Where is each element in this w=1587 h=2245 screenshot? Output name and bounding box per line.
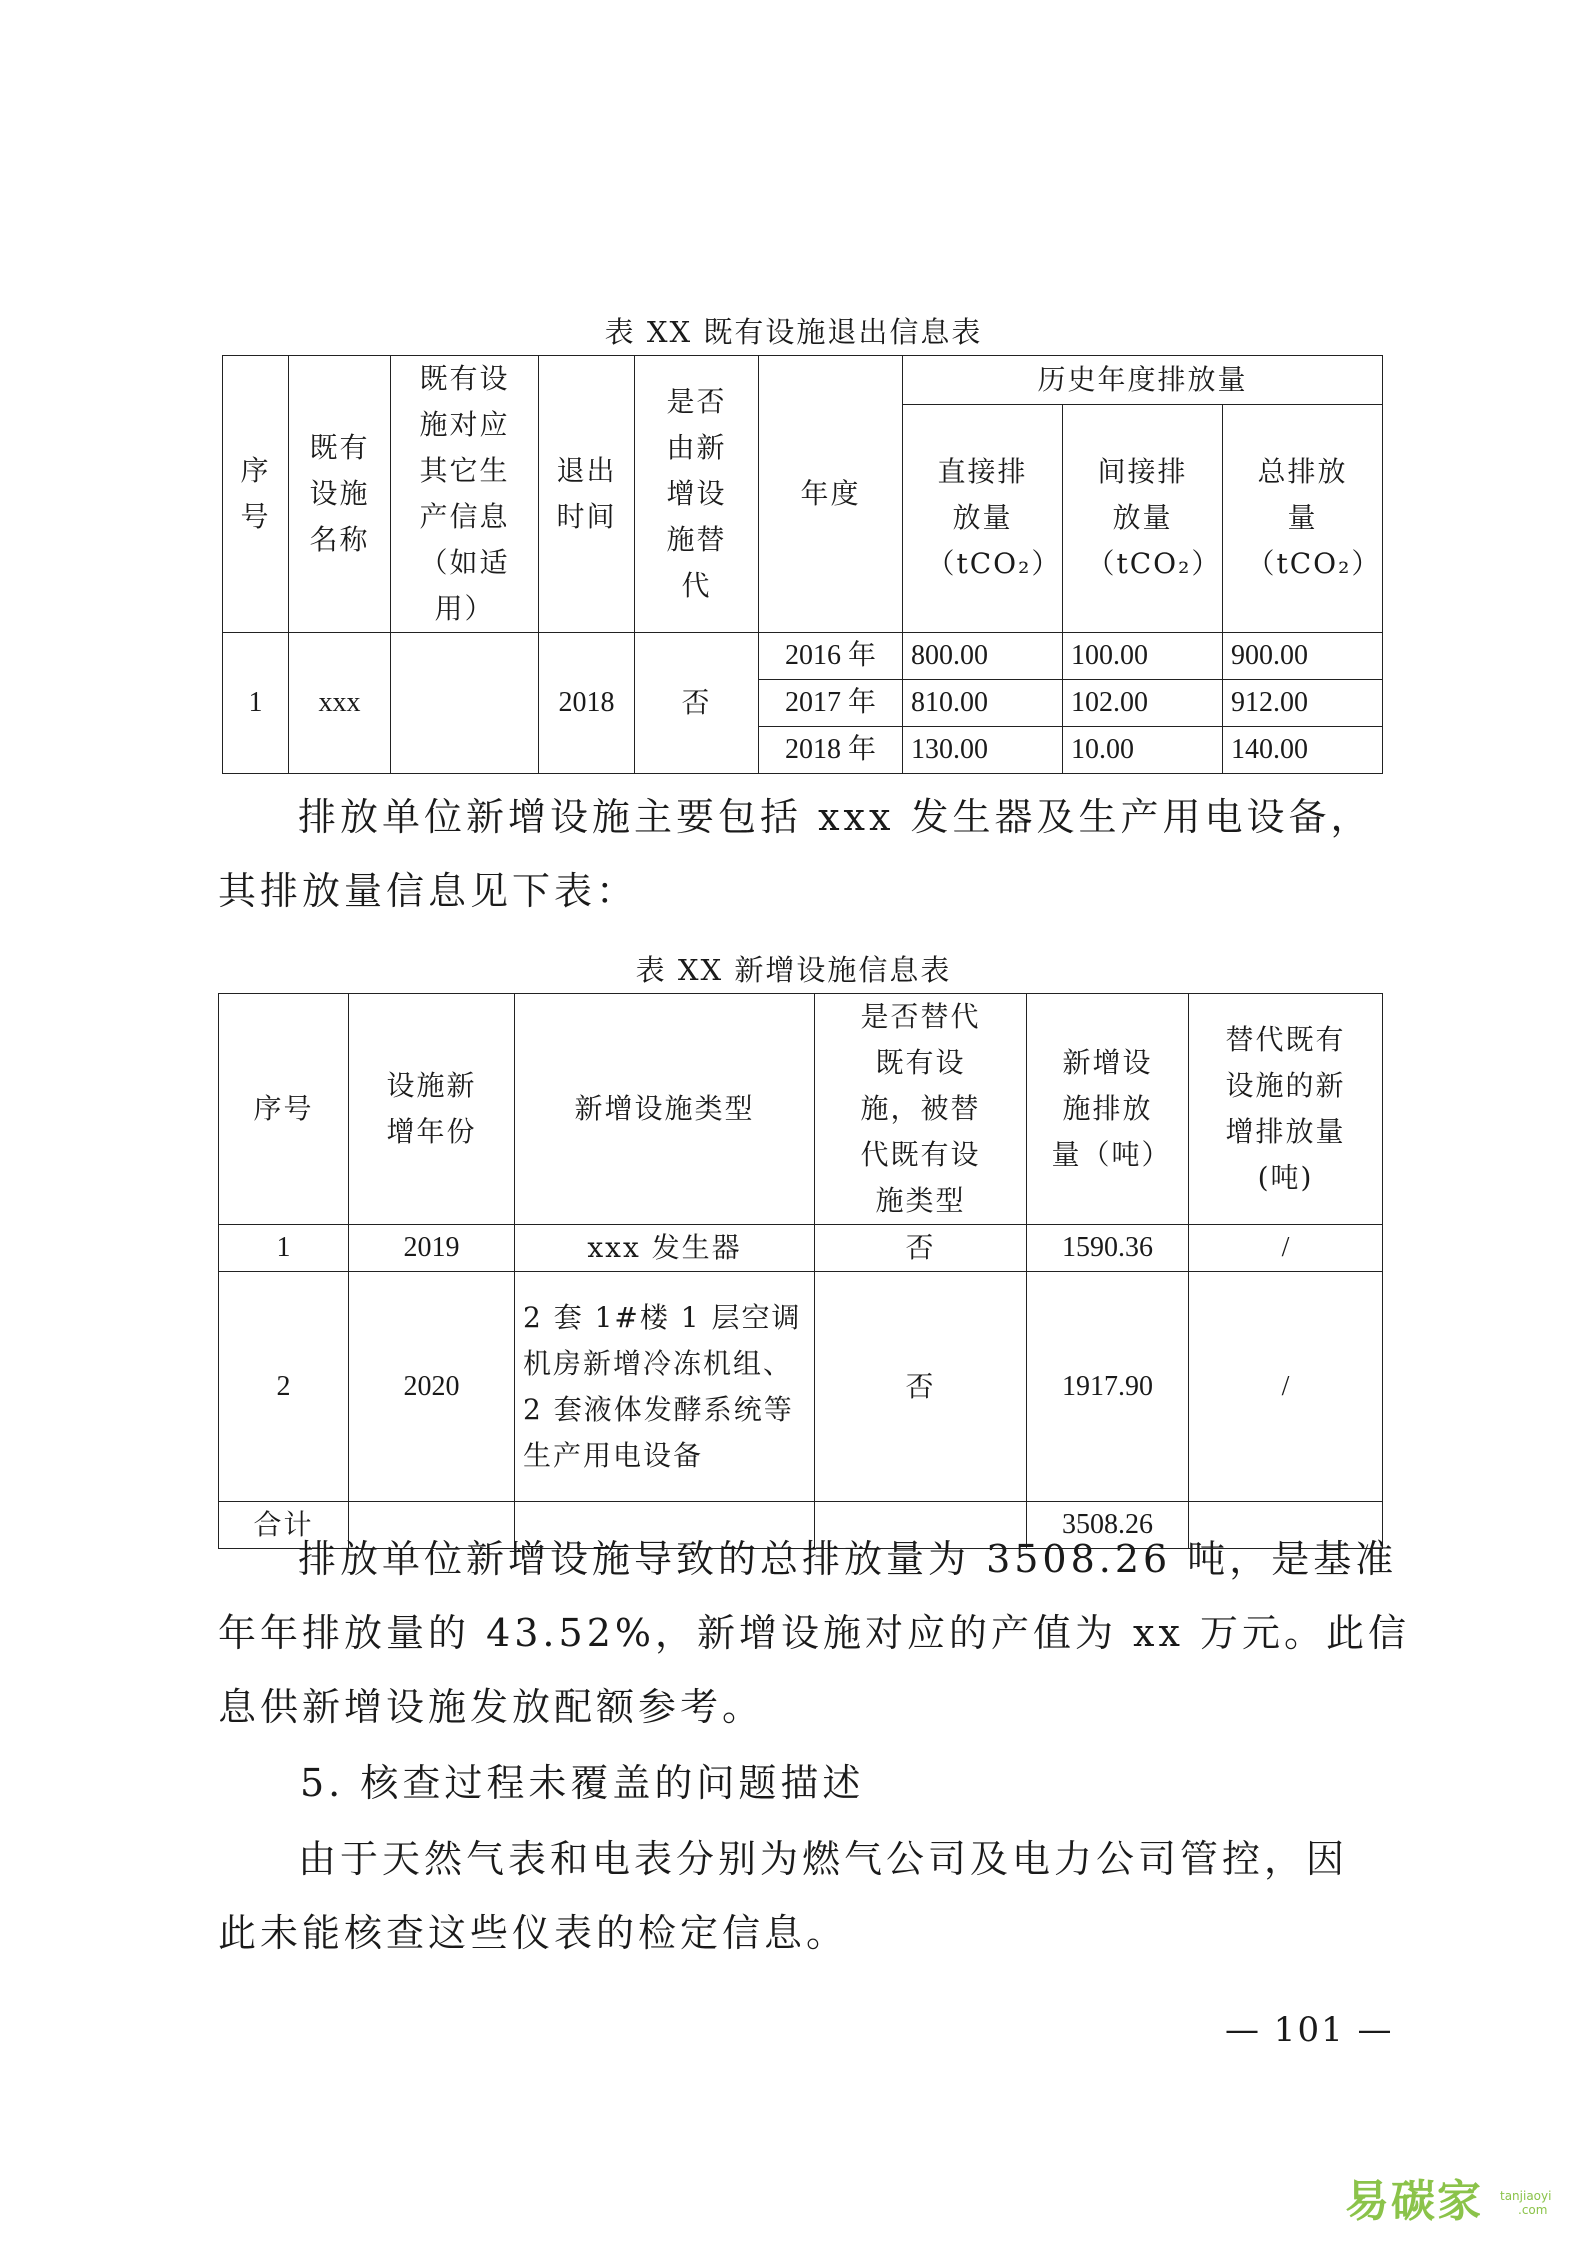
cell-facility-name: xxx <box>289 633 391 774</box>
header-replace-existing: 是否替代既有设施，被替代既有设施类型 <box>815 994 1027 1225</box>
text-line: 此未能核查这些仪表的检定信息。 <box>218 1911 849 1955</box>
watermark-logo <box>1345 2165 1560 2227</box>
paragraph-total-emission <box>218 1522 1410 1744</box>
cell-replace: 否 <box>815 1225 1027 1272</box>
cell-other-info <box>391 633 539 774</box>
cell-direct: 810.00 <box>903 680 1063 727</box>
cell-indirect: 100.00 <box>1063 633 1223 680</box>
header-direct-emission: 直接排放量（tCO₂） <box>903 404 1063 632</box>
cell-year: 2019 <box>349 1225 515 1272</box>
text-line: 排放单位新增设施主要包括 xxx 发生器及生产用电设备， <box>298 795 1373 839</box>
cell-indirect: 102.00 <box>1063 680 1223 727</box>
cell-replace-emission: / <box>1189 1225 1383 1272</box>
text-line: 年年排放量的 43.52%，新增设施对应的产值为 xx 万元。此信 <box>218 1611 1410 1655</box>
cell-replace-emission: / <box>1189 1272 1383 1502</box>
text-line: 其排放量信息见下表： <box>218 869 639 913</box>
cell-year: 2017 年 <box>759 680 903 727</box>
new-facility-info-table <box>218 993 1383 1549</box>
cell-total: 912.00 <box>1223 680 1383 727</box>
header-new-year: 设施新增年份 <box>349 994 515 1225</box>
cell-direct: 800.00 <box>903 633 1063 680</box>
cell-total: 140.00 <box>1223 727 1383 774</box>
page-number: — 101 — <box>1225 2010 1394 2050</box>
cell-emission: 1590.36 <box>1027 1225 1189 1272</box>
header-year: 年度 <box>759 356 903 633</box>
cell-seq: 1 <box>219 1225 349 1272</box>
header-replaced: 是否由新增设施替代 <box>635 356 759 633</box>
cell-replaced: 否 <box>635 633 759 774</box>
header-history-emission: 历史年度排放量 <box>903 356 1383 405</box>
text-line: 息供新增设施发放配额参考。 <box>218 1685 765 1729</box>
text-line: 由于天然气表和电表分别为燃气公司及电力公司管控，因 <box>298 1837 1349 1881</box>
existing-facility-exit-table <box>222 355 1383 774</box>
section-heading: 5. 核查过程未覆盖的问题描述 <box>300 1761 865 1805</box>
cell-year: 2016 年 <box>759 633 903 680</box>
header-new-emission: 新增设施排放量（吨） <box>1027 994 1189 1225</box>
watermark-url: tanjiaoyi .com <box>1500 2189 1552 2217</box>
header-facility-type: 新增设施类型 <box>515 994 815 1225</box>
header-seq: 序号 <box>223 356 289 633</box>
text-line: 排放单位新增设施导致的总排放量为 3508.26 吨，是基准 <box>298 1537 1398 1581</box>
cell-replace: 否 <box>815 1272 1027 1502</box>
cell-type: xxx 发生器 <box>515 1225 815 1272</box>
cell-total-label: 合计 <box>219 1502 349 1549</box>
cell-total-emission: 3508.26 <box>1027 1502 1189 1549</box>
paragraph-uncovered-issues <box>218 1822 1388 1970</box>
cell-seq: 1 <box>223 633 289 774</box>
table-row <box>219 1225 1383 1272</box>
cell-emission: 1917.90 <box>1027 1272 1189 1502</box>
paragraph-new-facilities-intro <box>218 780 1388 928</box>
table-row <box>223 633 1383 680</box>
table-row <box>219 1272 1383 1502</box>
cell-indirect: 10.00 <box>1063 727 1223 774</box>
cell-direct: 130.00 <box>903 727 1063 774</box>
header-other-info: 既有设施对应其它生产信息（如适用） <box>391 356 539 633</box>
header-replace-emission: 替代既有设施的新增排放量(吨) <box>1189 994 1383 1225</box>
header-indirect-emission: 间接排放量（tCO₂） <box>1063 404 1223 632</box>
table1-caption: 表 XX 既有设施退出信息表 <box>604 315 983 349</box>
watermark-text: 易碳家 <box>1345 2176 1483 2227</box>
cell-year: 2018 年 <box>759 727 903 774</box>
header-total-emission: 总排放量（tCO₂） <box>1223 404 1383 632</box>
header-seq: 序号 <box>219 994 349 1225</box>
header-exit-time: 退出时间 <box>539 356 635 633</box>
cell-type: 2 套 1#楼 1 层空调机房新增冷冻机组、2 套液体发酵系统等生产用电设备 <box>515 1272 815 1502</box>
cell-exit-time: 2018 <box>539 633 635 774</box>
header-facility-name: 既有设施名称 <box>289 356 391 633</box>
cell-year: 2020 <box>349 1272 515 1502</box>
table2-caption: 表 XX 新增设施信息表 <box>635 953 952 987</box>
cell-seq: 2 <box>219 1272 349 1502</box>
cell-total: 900.00 <box>1223 633 1383 680</box>
